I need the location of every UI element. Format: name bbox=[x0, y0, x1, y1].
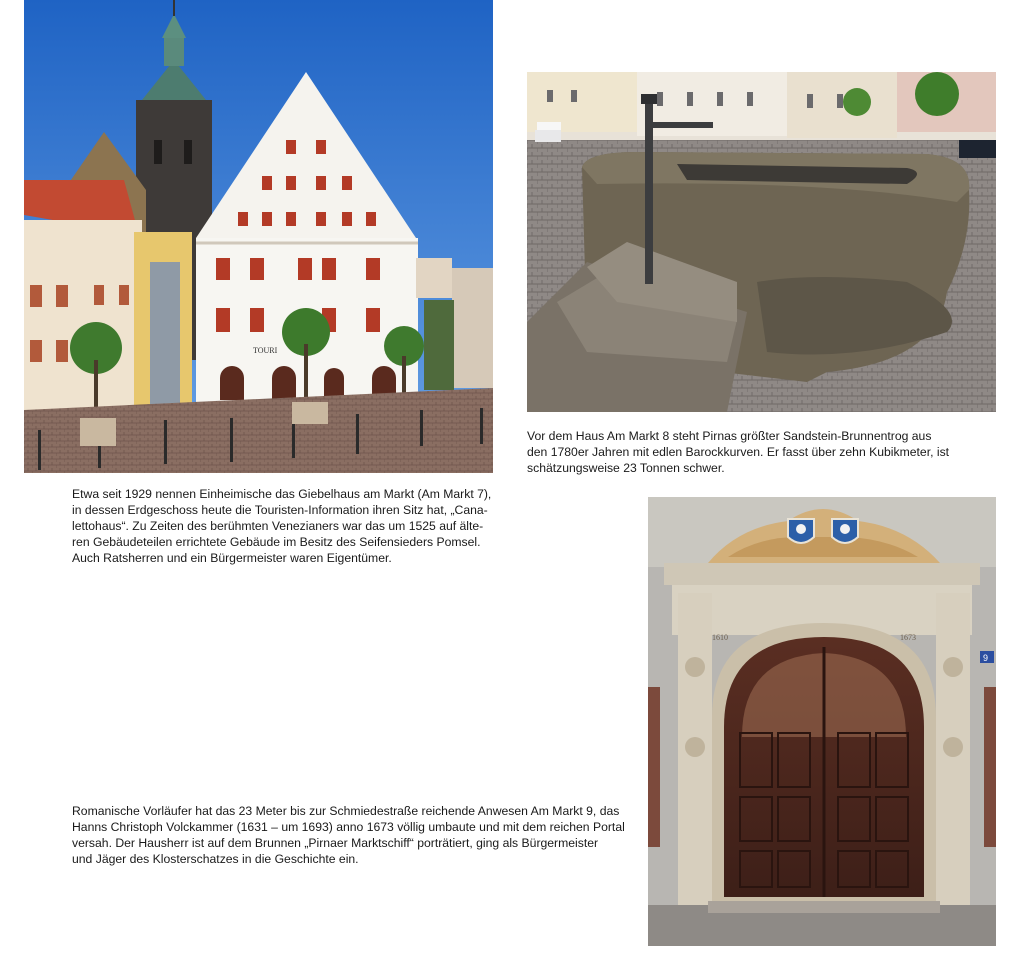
caption-fountain: Vor dem Haus Am Markt 8 steht Pirnas größter Sandstein-Brunnentrog aus den 1780er Jahren mit edlen Barockkurven. Er fasst über zehn Kubikmeter, ist schätzungsweise 23 Tonnen schwer. bbox=[527, 429, 950, 475]
coat-of-arms-left-icon bbox=[788, 519, 814, 543]
house-number: 9 bbox=[983, 653, 989, 663]
portal-year-left: 1610 bbox=[712, 633, 728, 642]
photo-sandstone-fountain bbox=[527, 72, 996, 412]
photo-canalettohaus bbox=[24, 0, 493, 473]
coat-of-arms-right-icon bbox=[832, 519, 858, 543]
touristinfo-sign: TOURI bbox=[253, 346, 278, 355]
caption-portal: Romanische Vorläufer hat das 23 Meter bis zur Schmiedestraße reichende Anwesen Am Markt 9, das Hanns Christoph Volckammer (1631 – um 1693) anno 1673 völlig umbaute und mit dem reichen Portal versah. Der Hausherr ist auf dem Brunnen „Pirnaer Marktschiff“ porträtiert, ging als Bürgermeister und Jäger des Klosterschatzes in die Geschichte ein. bbox=[72, 804, 625, 866]
photo-baroque-portal bbox=[648, 497, 996, 946]
portal-year-right: 1673 bbox=[900, 633, 916, 642]
caption-canalettohaus: Etwa seit 1929 nennen Einheimische das Giebelhaus am Markt (Am Markt 7), in dessen Erdgeschoss heute die Touristen-Information ihren Sitz hat, „Cana- lettohaus“. Zu Zeiten des berühmten Venezianers war das um 1525 auf älte- ren Gebäudeteilen errichtete Gebäude im Besitz des Seifensieders Pomsel. Auch Ratsherren und ein Bürgermeister waren Eigentümer. bbox=[72, 487, 492, 565]
